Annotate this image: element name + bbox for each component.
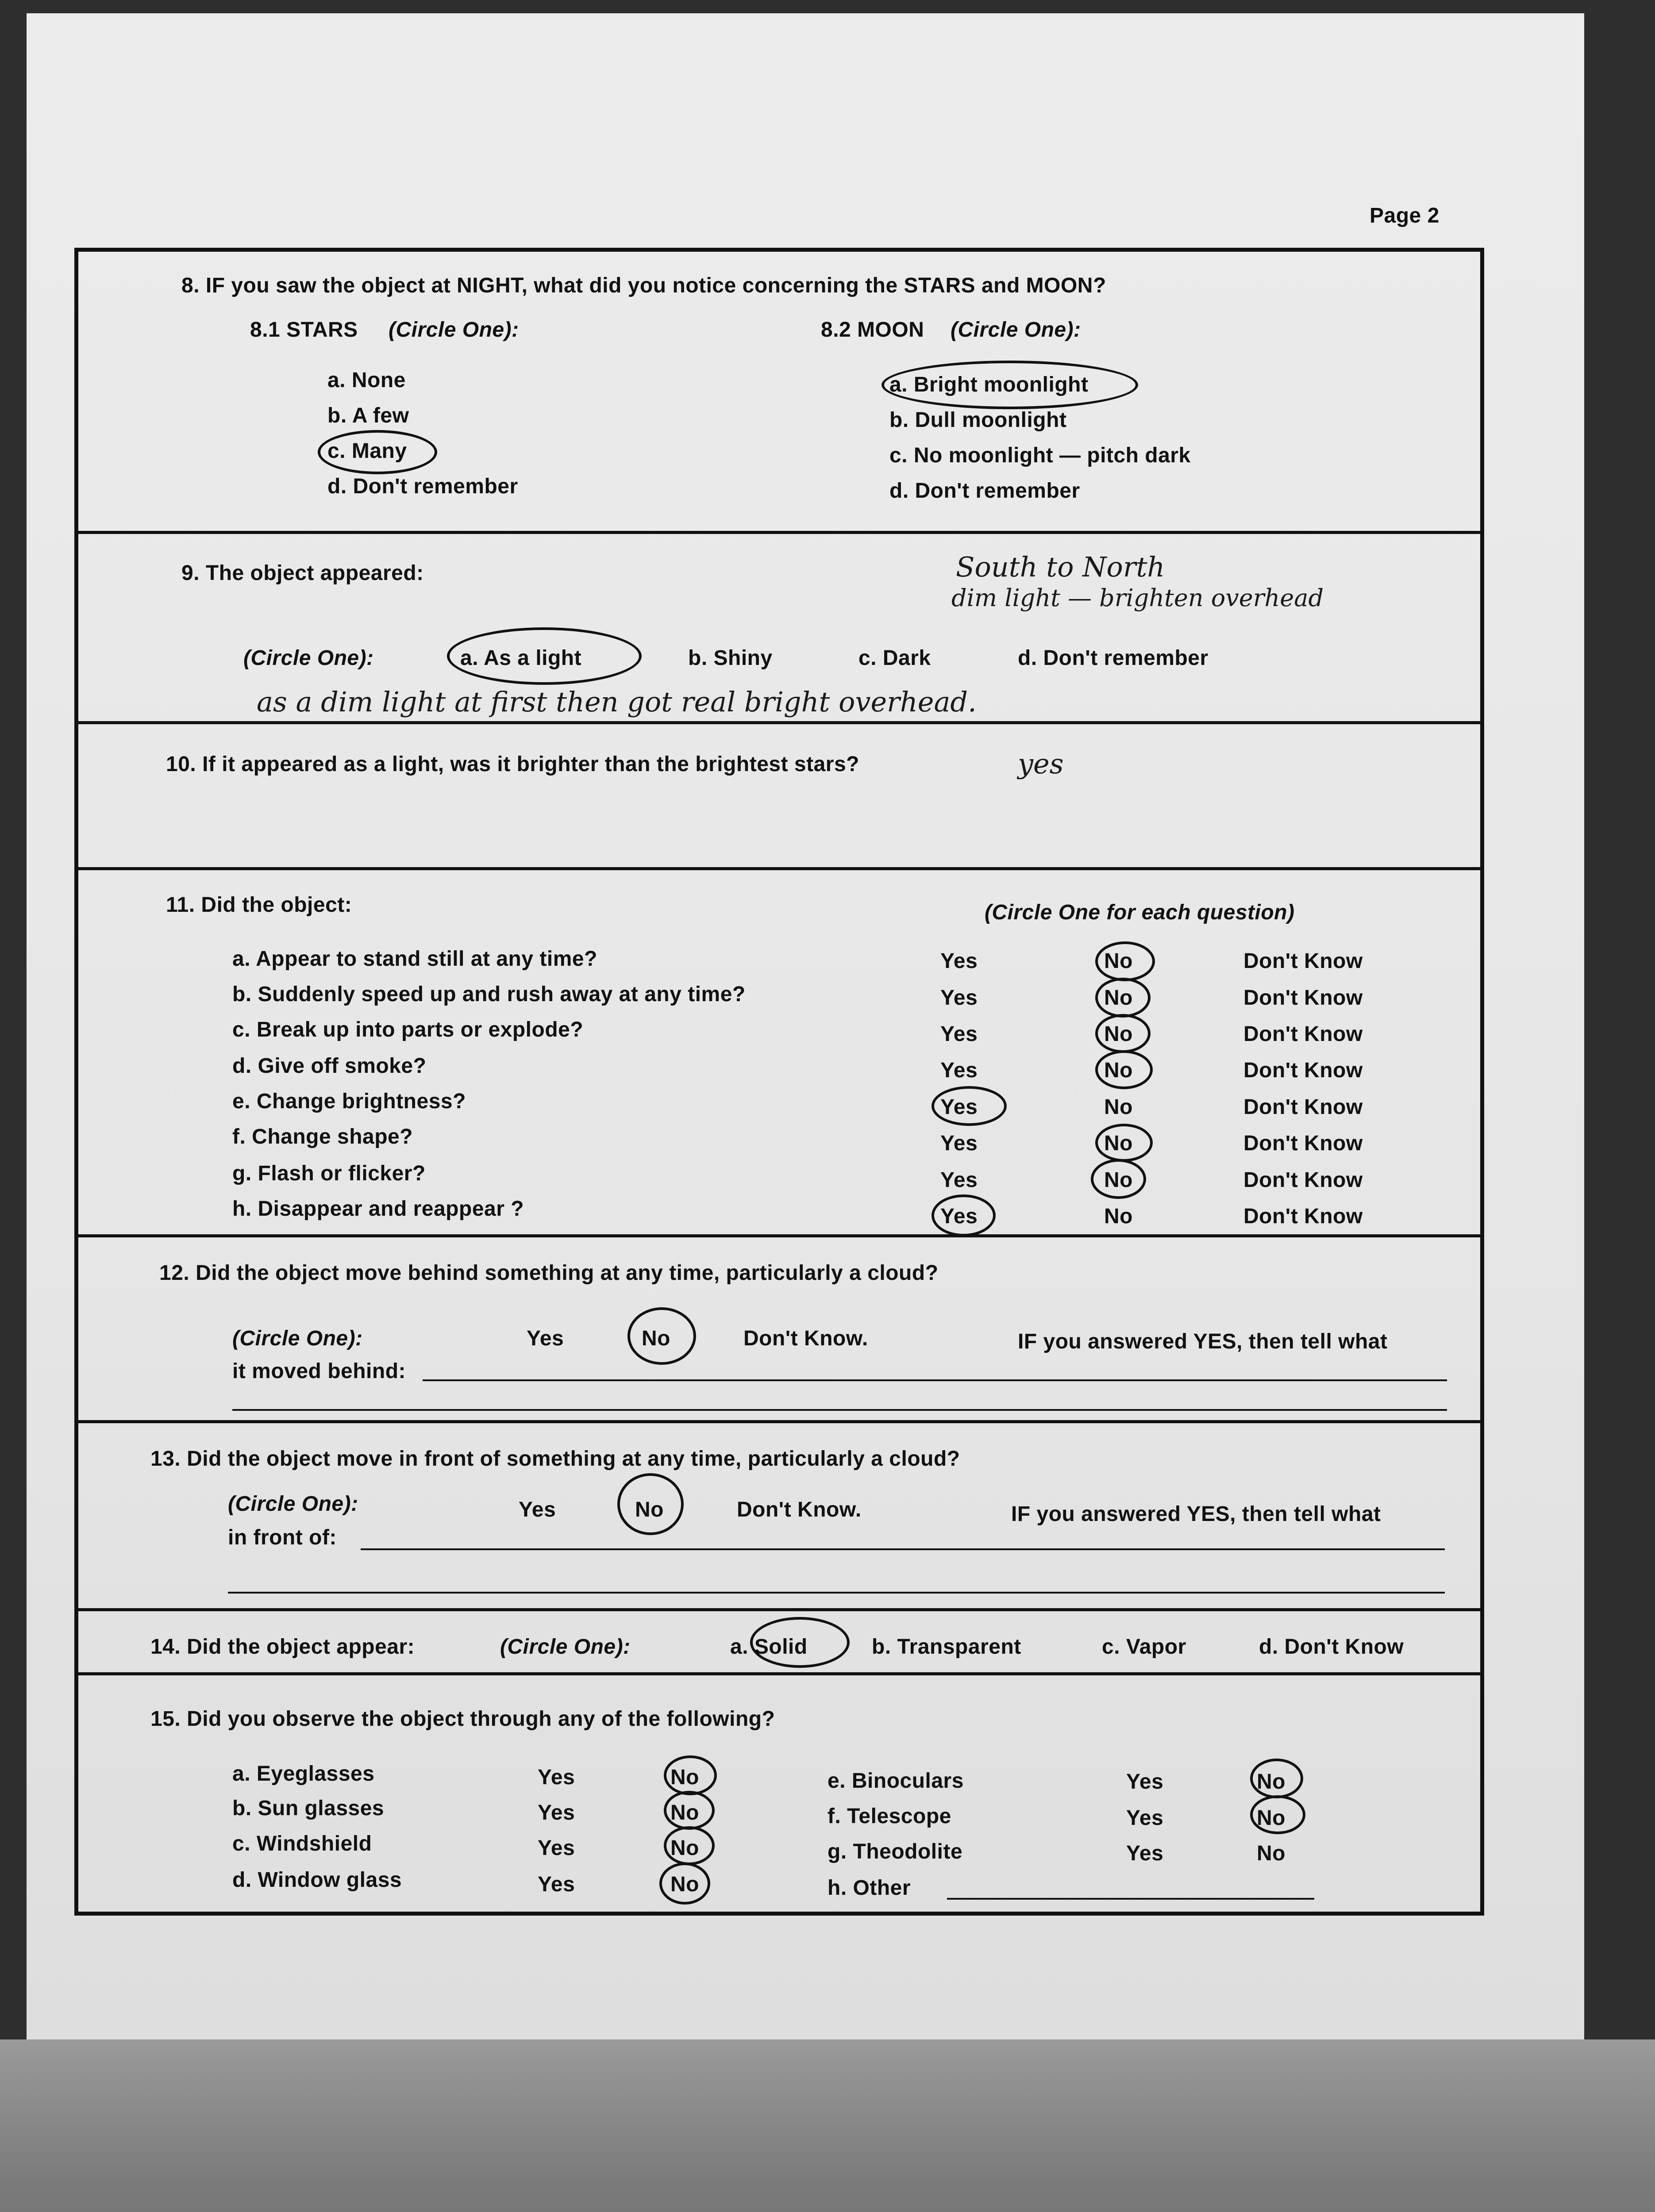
q12-yes-option[interactable]: Yes (527, 1327, 564, 1350)
q9-option[interactable]: c. Dark (858, 646, 931, 670)
q11-dontknow-option[interactable]: Don't Know (1243, 1132, 1363, 1155)
scan-background (0, 2039, 1655, 2212)
answer-circle-mark (627, 1307, 696, 1365)
q15-no-option[interactable]: No (670, 1873, 699, 1896)
q11-item-label: g. Flash or flicker? (232, 1162, 426, 1185)
q11-no-option[interactable]: No (1104, 1132, 1133, 1155)
q15-item-label: f. Telescope (828, 1805, 951, 1828)
answer-circle-mark (1095, 1050, 1153, 1089)
q15-item-label: c. Windshield (232, 1832, 372, 1855)
q12-circle-hint: (Circle One): (232, 1327, 363, 1350)
divider (74, 531, 1484, 534)
q11-dontknow-option[interactable]: Don't Know (1243, 1059, 1363, 1082)
q14-option[interactable]: d. Don't Know (1259, 1635, 1404, 1659)
q11-dontknow-option[interactable]: Don't Know (1243, 1022, 1363, 1046)
answer-circle-mark (659, 1863, 710, 1905)
answer-circle-mark (664, 1826, 715, 1865)
q15-no-option[interactable]: No (1257, 1842, 1286, 1865)
divider (74, 721, 1484, 724)
q8-moon-option[interactable]: c. No moonlight — pitch dark (889, 444, 1191, 467)
q11-dontknow-option[interactable]: Don't Know (1243, 1168, 1363, 1192)
q15-yes-option[interactable]: Yes (1126, 1770, 1164, 1793)
q12-dontknow-option[interactable]: Don't Know. (743, 1327, 868, 1350)
q15-no-option[interactable]: No (670, 1836, 699, 1860)
q11-dontknow-option[interactable]: Don't Know (1243, 1205, 1363, 1228)
q10-title: 10. If it appeared as a light, was it brighter than the brightest stars? (166, 753, 859, 776)
q15-yes-option[interactable]: Yes (538, 1801, 575, 1824)
q11-item-label: f. Change shape? (232, 1125, 413, 1148)
q13-yes-option[interactable]: Yes (519, 1498, 556, 1521)
q13-circle-hint: (Circle One): (228, 1492, 358, 1516)
q8-stars-option[interactable]: c. Many (327, 439, 407, 463)
q15-yes-option[interactable]: Yes (1126, 1842, 1164, 1865)
q11-item-label: c. Break up into parts or explode? (232, 1018, 584, 1041)
q8-moon-option[interactable]: b. Dull moonlight (889, 408, 1067, 432)
answer-circle-mark (931, 1194, 996, 1237)
q9-handwritten-direction: South to North (956, 551, 1165, 583)
q15-no-option[interactable]: No (1257, 1770, 1286, 1793)
answer-circle-mark (1250, 1795, 1305, 1834)
q12-answer-line[interactable] (423, 1379, 1447, 1381)
q15-yes-option[interactable]: Yes (538, 1766, 575, 1789)
q9-option[interactable]: d. Don't remember (1018, 646, 1209, 670)
q11-no-option[interactable]: No (1104, 1095, 1133, 1119)
q15-other-line[interactable] (947, 1898, 1314, 1900)
q12-followup-label: it moved behind: (232, 1359, 406, 1383)
answer-circle-mark (750, 1617, 850, 1668)
answer-circle-mark (931, 1086, 1007, 1126)
q10-handwritten-answer: yes (1018, 748, 1064, 780)
q15-item-label: b. Sun glasses (232, 1797, 385, 1820)
q13-answer-line[interactable] (228, 1592, 1445, 1594)
q15-item-label: a. Eyeglasses (232, 1762, 375, 1786)
q15-yes-option[interactable]: Yes (538, 1836, 575, 1860)
answer-circle-mark (881, 361, 1138, 409)
answer-circle-mark (447, 627, 642, 685)
answer-circle-mark (1091, 1159, 1146, 1199)
q9-option[interactable]: a. As a light (460, 646, 582, 670)
answer-circle-mark (1095, 978, 1151, 1018)
q11-no-option[interactable]: No (1104, 1168, 1133, 1192)
q11-dontknow-option[interactable]: Don't Know (1243, 1095, 1363, 1119)
answer-circle-mark (1250, 1759, 1303, 1798)
q15-title: 15. Did you observe the object through any of the following? (150, 1707, 775, 1731)
q11-yes-option[interactable]: Yes (940, 949, 978, 973)
q15-item-label: g. Theodolite (828, 1840, 963, 1863)
q8-moon-hint: (Circle One): (951, 318, 1081, 342)
q9-handwritten-note: dim light — brighten overhead (951, 584, 1324, 612)
q12-answer-line[interactable] (232, 1409, 1447, 1411)
q13-title: 13. Did the object move in front of something at any time, particularly a cloud? (150, 1447, 960, 1471)
q13-followup: IF you answered YES, then tell what (1011, 1502, 1381, 1526)
q11-no-option[interactable]: No (1104, 1022, 1133, 1046)
q12-followup: IF you answered YES, then tell what (1018, 1330, 1388, 1353)
q15-item-label: h. Other (828, 1876, 911, 1900)
q8-stars-option[interactable]: a. None (327, 369, 406, 392)
q11-yes-option[interactable]: Yes (940, 1168, 978, 1192)
q9-title: 9. The object appeared: (181, 561, 424, 585)
q11-item-label: d. Give off smoke? (232, 1054, 427, 1078)
q13-answer-line[interactable] (361, 1548, 1445, 1550)
q15-yes-option[interactable]: Yes (1126, 1806, 1164, 1830)
q13-dontknow-option[interactable]: Don't Know. (737, 1498, 862, 1521)
q11-title: 11. Did the object: (166, 893, 352, 917)
q11-yes-option[interactable]: Yes (940, 1205, 978, 1228)
q8-title: 8. IF you saw the object at NIGHT, what did you notice concerning the STARS and MOON? (181, 274, 1106, 297)
q9-circle-hint: (Circle One): (243, 646, 374, 670)
q11-yes-option[interactable]: Yes (940, 1132, 978, 1155)
q11-yes-option[interactable]: Yes (940, 986, 978, 1010)
q11-no-option[interactable]: No (1104, 1059, 1133, 1082)
q11-no-option[interactable]: No (1104, 1205, 1133, 1228)
q8-moon-heading: 8.2 MOON (821, 318, 924, 342)
q8-stars-option[interactable]: d. Don't remember (327, 475, 518, 498)
q8-stars-option[interactable]: b. A few (327, 404, 409, 427)
answer-circle-mark (664, 1791, 715, 1830)
q11-yes-option[interactable]: Yes (940, 1059, 978, 1082)
q8-stars-hint: (Circle One): (389, 318, 519, 342)
answer-circle-mark (664, 1755, 717, 1795)
divider (74, 1234, 1484, 1237)
q12-title: 12. Did the object move behind something at any time, particularly a cloud? (159, 1261, 939, 1285)
answer-circle-mark (1095, 1124, 1153, 1162)
q14-circle-hint: (Circle One): (500, 1635, 631, 1659)
q15-item-label: d. Window glass (232, 1868, 402, 1892)
q11-item-label: a. Appear to stand still at any time? (232, 947, 597, 971)
page-number: Page 2 (1370, 204, 1439, 227)
q14-option[interactable]: b. Transparent (872, 1635, 1021, 1659)
q12-no-option[interactable]: No (642, 1327, 670, 1350)
q8-moon-option[interactable]: d. Don't remember (889, 479, 1080, 503)
answer-circle-mark (1095, 1014, 1151, 1053)
q15-yes-option[interactable]: Yes (538, 1873, 575, 1896)
answer-circle-mark (318, 430, 437, 474)
q11-circle-hint: (Circle One for each question) (985, 901, 1295, 924)
divider (74, 867, 1484, 870)
q11-item-label: e. Change brightness? (232, 1090, 466, 1113)
q14-option[interactable]: a. Solid (730, 1635, 808, 1659)
q11-dontknow-option[interactable]: Don't Know (1243, 986, 1363, 1010)
q11-item-label: h. Disappear and reappear ? (232, 1197, 524, 1221)
q13-followup-label: in front of: (228, 1526, 337, 1549)
q15-no-option[interactable]: No (1257, 1806, 1286, 1830)
q11-yes-option[interactable]: Yes (940, 1022, 978, 1046)
q15-no-option[interactable]: No (670, 1801, 699, 1824)
q8-moon-option[interactable]: a. Bright moonlight (889, 373, 1089, 396)
q13-no-option[interactable]: No (635, 1498, 664, 1521)
q14-option[interactable]: c. Vapor (1102, 1635, 1186, 1659)
q14-title: 14. Did the object appear: (150, 1635, 415, 1659)
q11-yes-option[interactable]: Yes (940, 1095, 978, 1119)
q11-item-label: b. Suddenly speed up and rush away at any time? (232, 983, 746, 1006)
q9-option[interactable]: b. Shiny (688, 646, 773, 670)
divider (74, 1420, 1484, 1423)
answer-circle-mark (617, 1473, 684, 1535)
q15-item-label: e. Binoculars (828, 1769, 964, 1793)
q11-no-option[interactable]: No (1104, 986, 1133, 1010)
q11-no-option[interactable]: No (1104, 949, 1133, 973)
q11-dontknow-option[interactable]: Don't Know (1243, 949, 1363, 973)
divider (74, 1672, 1484, 1675)
answer-circle-mark (1095, 941, 1155, 981)
q8-stars-heading: 8.1 STARS (250, 318, 358, 342)
q9-handwritten-answer: as a dim light at first then got real bright overhead. (257, 686, 977, 718)
divider (74, 1608, 1484, 1611)
q15-no-option[interactable]: No (670, 1766, 699, 1789)
